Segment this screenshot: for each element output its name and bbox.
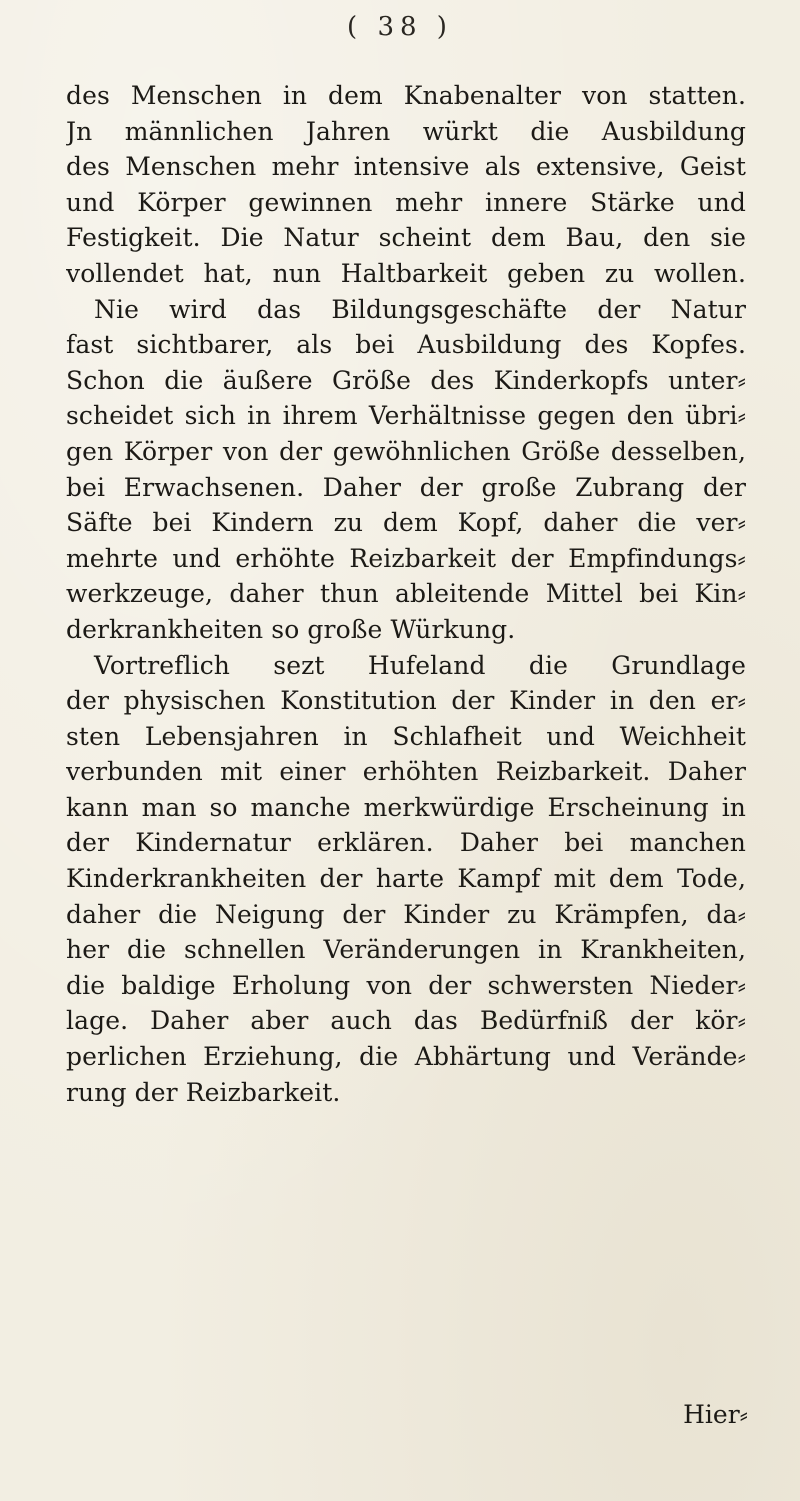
text-line: des Menschen in dem Knabenalter von statten. <box>66 81 746 110</box>
text-line: werkzeuge, daher thun ableitende Mittel bei Kin⸗ <box>66 579 746 609</box>
text-line: rung der Reizbarkeit. <box>66 1077 341 1107</box>
text-line: Nie wird das Bildungsgeschäfte der Natur <box>94 294 746 324</box>
text-line: der Kindernatur erklären. Daher bei manchen <box>66 828 746 858</box>
text-line: her die schnellen Veränderungen in Krankheiten, <box>66 935 746 965</box>
page-number: ( 38 ) <box>347 12 453 42</box>
text-line: mehrte und erhöhte Reizbarkeit der Empfindungs⸗ <box>66 543 746 573</box>
text-line: Festigkeit. Die Natur scheint dem Bau, den sie <box>66 223 746 253</box>
text-line: Schon die äußere Größe des Kinderkopfs unter⸗ <box>66 365 746 395</box>
text-line: Vortreflich sezt Hufeland die Grundlage <box>94 650 746 680</box>
text-line: perlichen Erziehung, die Abhärtung und Verände⸗ <box>66 1042 746 1072</box>
text-line: des Menschen mehr intensive als extensive, Geist <box>66 152 746 182</box>
text-line: Kinderkrankheiten der harte Kampf mit dem Tode, <box>66 864 746 894</box>
text-line: fast sichtbarer, als bei Ausbildung des Kopfes. <box>66 330 746 360</box>
text-line: vollendet hat, nun Haltbarkeit geben zu wollen. <box>66 258 746 288</box>
text-line: verbunden mit einer erhöhten Reizbarkeit. Daher <box>66 757 746 787</box>
text-line: lage. Daher aber auch das Bedürfniß der kör⸗ <box>66 1006 746 1036</box>
text-line: daher die Neigung der Kinder zu Krämpfen, da⸗ <box>66 899 746 929</box>
text-line: die baldige Erholung von der schwersten Nieder⸗ <box>66 970 746 1000</box>
text-line: kann man so manche merkwürdige Erscheinung in <box>66 792 746 822</box>
catchword: Hier⸗ <box>683 1400 748 1429</box>
text-line: scheidet sich in ihrem Verhältnisse gegen den übri⸗ <box>66 401 746 431</box>
text-line: bei Erwachsenen. Daher der große Zubrang der <box>66 472 746 502</box>
text-line: sten Lebensjahren in Schlafheit und Weichheit <box>66 721 746 751</box>
text-line: gen Körper von der gewöhnlichen Größe desselben, <box>66 436 746 466</box>
text-line: Jn männlichen Jahren würkt die Ausbildung <box>66 116 746 146</box>
text-line: derkrankheiten so große Würkung. <box>66 614 516 644</box>
text-line: und Körper gewinnen mehr innere Stärke und <box>66 187 746 217</box>
text-line: Säfte bei Kindern zu dem Kopf, daher die ver⸗ <box>66 508 746 538</box>
body-text <box>66 78 746 1110</box>
text-line: der physischen Konstitution der Kinder in den er⸗ <box>66 686 746 716</box>
